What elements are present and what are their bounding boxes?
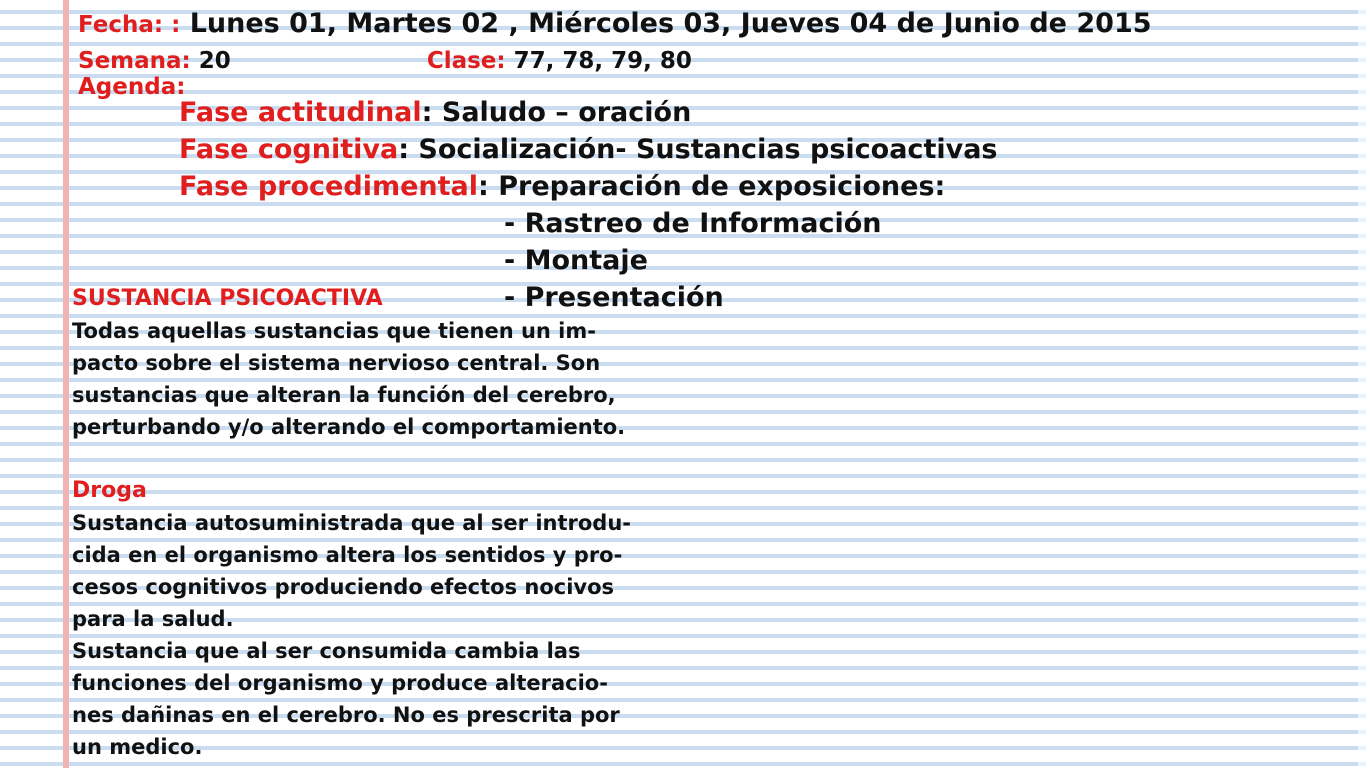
fase-actitudinal	[179, 94, 1329, 131]
procedimental-item: - Rastreo de Información	[504, 208, 882, 239]
fase-procedimental-label: Fase procedimental	[179, 171, 479, 202]
semana-value: 20	[198, 48, 231, 74]
definition-line: pacto sobre el sistema nervioso central. Son	[72, 351, 601, 375]
agenda-label: Agenda:	[78, 74, 186, 100]
definition-line: nes dañinas en el cerebro. No es prescrita por	[72, 703, 620, 727]
droga-definition	[72, 507, 702, 763]
definition-line: sustancias que alteran la función del cerebro,	[72, 383, 616, 407]
fase-actitudinal-text: : Saludo – oración	[421, 97, 692, 128]
definition-line: Sustancia autosuministrada que al ser introdu-	[72, 511, 632, 535]
semana-label: Semana:	[78, 48, 191, 74]
definition-line: Sustancia que al ser consumida cambia las	[72, 639, 581, 663]
sustancia-psicoactiva-title: SUSTANCIA PSICOACTIVA	[72, 286, 383, 311]
clase-label: Clase:	[426, 48, 506, 74]
definition-line: perturbando y/o alterando el comportamiento.	[72, 415, 626, 439]
fecha-line	[78, 6, 1348, 43]
clase-value: 77, 78, 79, 80	[513, 48, 692, 74]
procedimental-item: - Presentación	[504, 282, 724, 313]
definition-line: un medico.	[72, 735, 203, 759]
fase-procedimental-text: : Preparación de exposiciones:	[478, 171, 946, 202]
fase-cognitiva	[179, 131, 1329, 168]
definitions-section	[72, 283, 702, 763]
fecha-label: Fecha: :	[78, 12, 181, 38]
fase-actitudinal-label: Fase actitudinal	[179, 97, 422, 128]
sustancia-psicoactiva-definition	[72, 315, 702, 443]
definition-line: para la salud.	[72, 607, 234, 631]
fase-procedimental	[179, 168, 1329, 205]
definition-line: cida en el organismo altera los sentidos y pro-	[72, 543, 623, 567]
section-gap	[72, 443, 702, 475]
fase-cognitiva-text: : Socialización- Sustancias psicoactivas	[398, 134, 998, 165]
droga-title: Droga	[72, 478, 147, 503]
lesson-header	[78, 6, 1348, 101]
page-right-edge	[1358, 0, 1366, 768]
fase-cognitiva-label: Fase cognitiva	[179, 134, 399, 165]
definition-line: Todas aquellas sustancias que tienen un im-	[72, 319, 596, 343]
definition-line: funciones del organismo y produce alteracio-	[72, 671, 608, 695]
definition-line: cesos cognitivos produciendo efectos nocivos	[72, 575, 615, 599]
fecha-value: Lunes 01, Martes 02 , Miércoles 03, Jueves 04 de Junio de 2015	[189, 8, 1152, 39]
notebook-margin-line	[63, 0, 69, 768]
procedimental-item: - Montaje	[504, 245, 648, 276]
